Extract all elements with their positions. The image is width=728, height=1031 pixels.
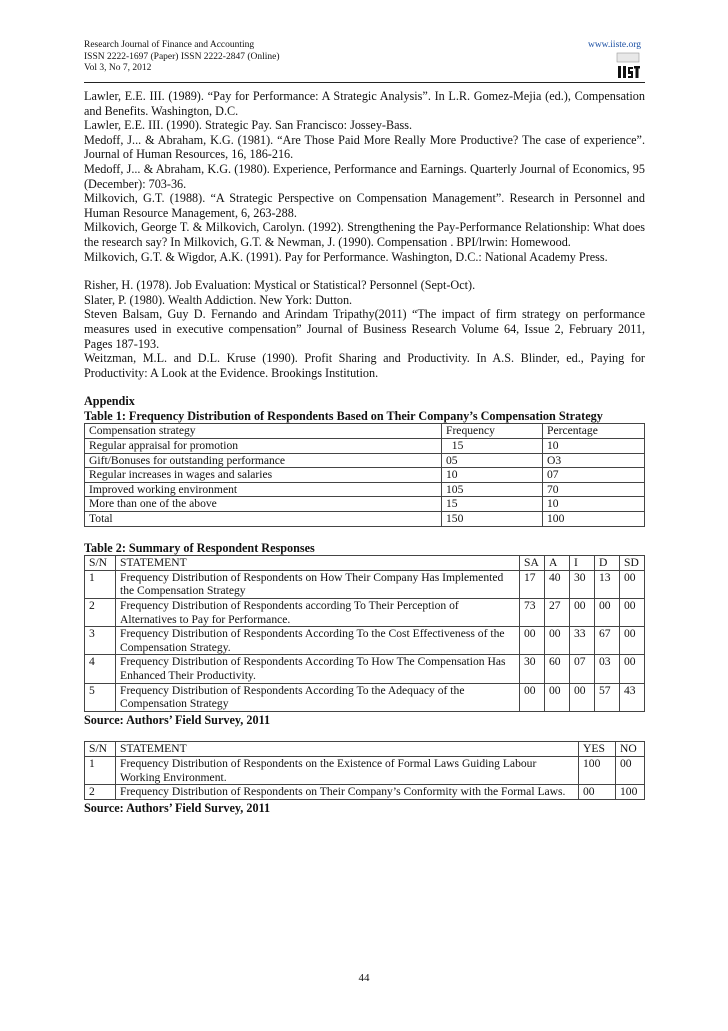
table-cell: 00 <box>616 756 645 784</box>
table-cell: Frequency Distribution of Respondents According To the Adequacy of the Compensation Strategy <box>116 683 520 711</box>
page-number: 44 <box>358 972 370 984</box>
table-cell: 73 <box>520 599 545 627</box>
appendix-heading: Appendix <box>84 394 135 409</box>
table-cell: Frequency Distribution of Respondents according To Their Perception of Alternatives to Pay for Performance. <box>116 599 520 627</box>
table-cell: Gift/Bonuses for outstanding performance <box>85 453 442 468</box>
table-cell: 2 <box>85 599 116 627</box>
table-row <box>85 570 645 598</box>
table-header-cell: S/N <box>85 556 116 571</box>
table-cell: O3 <box>543 453 645 468</box>
table-cell: 100 <box>579 756 616 784</box>
reference-item: Milkovich, George T. & Milkovich, Carolyn. (1992). Strengthening the Pay-Performance Relationship: What does the research say? In Milkovich, G.T. & Newman, J. (1990). Compensation . BPI/lrwin: Homewood. <box>84 220 645 249</box>
reference-item: Weitzman, M.L. and D.L. Kruse (1990). Profit Sharing and Productivity. In A.S. Blinder, ed., Paying for Productivity: A Look at the Evidence. Brookings Institution. <box>84 351 645 380</box>
table-cell: 00 <box>570 599 595 627</box>
table-cell: 30 <box>570 570 595 598</box>
table-header-cell: Percentage <box>543 424 645 439</box>
volume-line: Vol 3, No 7, 2012 <box>84 63 152 73</box>
page-body <box>84 89 645 815</box>
table-cell: 70 <box>543 482 645 497</box>
table-cell: 00 <box>520 627 545 655</box>
table-cell: 30 <box>520 655 545 683</box>
table-cell: 10 <box>543 439 645 454</box>
table-row <box>85 599 645 627</box>
table-header-cell: STATEMENT <box>116 742 579 757</box>
header-rule <box>84 82 645 83</box>
table-cell: 4 <box>85 655 116 683</box>
table2 <box>84 555 645 712</box>
table-cell: 15 <box>442 497 543 512</box>
table-cell: 105 <box>442 482 543 497</box>
table-cell: 43 <box>620 683 645 711</box>
table-cell: 00 <box>595 599 620 627</box>
table-row <box>85 439 645 454</box>
reference-item: Medoff, J... & Abraham, K.G. (1980). Experience, Performance and Earnings. Quarterly Journal of Economics, 95 (December): 703-36. <box>84 161 645 191</box>
table-header-cell: Compensation strategy <box>85 424 442 439</box>
table-cell: 00 <box>620 627 645 655</box>
table-cell: 57 <box>595 683 620 711</box>
table-row <box>85 756 645 784</box>
table2-title: Table 2: Summary of Respondent Responses <box>84 540 315 555</box>
table-cell: 1 <box>85 756 116 784</box>
table-cell: 150 <box>442 512 543 527</box>
table-cell: 00 <box>545 627 570 655</box>
table-cell: Frequency Distribution of Respondents on the Existence of Formal Laws Guiding Labour Working Environment. <box>116 756 579 784</box>
table-cell: 00 <box>620 599 645 627</box>
running-header <box>84 40 645 84</box>
table-row <box>85 683 645 711</box>
journal-url-link[interactable]: www.iiste.org <box>587 40 641 50</box>
reference-item: Medoff, J... & Abraham, K.G. (1981). “Are Those Paid More Really More Productive? The case of experience”. Journal of Human Resources, 16, 186-216. <box>84 132 645 162</box>
iiste-logo-icon <box>615 52 641 80</box>
table1-title: Table 1: Frequency Distribution of Respondents Based on Their Company’s Compensation Strategy <box>84 408 603 423</box>
table-row <box>85 627 645 655</box>
table-row <box>85 453 645 468</box>
reference-item: Steven Balsam, Guy D. Fernando and Arindam Tripathy(2011) “The impact of firm strategy on performance measures used in executive compensation” Journal of Business Research Volume 64, Issue 2, February 2011, Pages 187-193. <box>84 307 645 351</box>
table-cell: 00 <box>545 683 570 711</box>
table-row <box>85 655 645 683</box>
table-cell: 00 <box>579 785 616 800</box>
table-header-cell: Frequency <box>442 424 543 439</box>
table-cell: 60 <box>545 655 570 683</box>
table-row <box>85 785 645 800</box>
table-cell: 13 <box>595 570 620 598</box>
table3-source: Source: Authors’ Field Survey, 2011 <box>84 800 271 815</box>
reference-item: Milkovich, G.T. & Wigdor, A.K. (1991). Pay for Performance. Washington, D.C.: National Academy Press. <box>84 249 608 264</box>
table3 <box>84 741 645 799</box>
table-row <box>85 468 645 483</box>
table-cell: Total <box>85 512 442 527</box>
table-cell: 15 <box>442 439 543 454</box>
table-cell: 05 <box>442 453 543 468</box>
table-cell: 2 <box>85 785 116 800</box>
table-header-cell: SD <box>620 556 645 571</box>
table-cell: 67 <box>595 627 620 655</box>
table-cell: 10 <box>442 468 543 483</box>
table-cell: 3 <box>85 627 116 655</box>
table-cell: 07 <box>543 468 645 483</box>
reference-item: Risher, H. (1978). Job Evaluation: Mystical or Statistical? Personnel (Sept-Oct). <box>84 278 476 293</box>
table-header-cell: S/N <box>85 742 116 757</box>
table-row <box>85 482 645 497</box>
table-cell: 17 <box>520 570 545 598</box>
references-block-b <box>84 278 645 380</box>
table-cell: 00 <box>620 655 645 683</box>
table-cell: Frequency Distribution of Respondents According To the Cost Effectiveness of the Compensation Strategy. <box>116 627 520 655</box>
table1 <box>84 423 645 526</box>
table-cell: 07 <box>570 655 595 683</box>
table-header-cell: YES <box>579 742 616 757</box>
table-cell: 5 <box>85 683 116 711</box>
table-cell: Improved working environment <box>85 482 442 497</box>
reference-item: Lawler, E.E. III. (1990). Strategic Pay. San Francisco: Jossey-Bass. <box>84 118 413 133</box>
table-cell: 00 <box>570 683 595 711</box>
table-header-cell: NO <box>616 742 645 757</box>
table-cell: Frequency Distribution of Respondents According To How The Compensation Has Enhanced Their Productivity. <box>116 655 520 683</box>
table-cell: 33 <box>570 627 595 655</box>
table-cell: 27 <box>545 599 570 627</box>
table-cell: Regular increases in wages and salaries <box>85 468 442 483</box>
table-cell: 1 <box>85 570 116 598</box>
table-header-row <box>85 556 645 571</box>
table-header-cell: A <box>545 556 570 571</box>
table-cell: 03 <box>595 655 620 683</box>
table-cell: 00 <box>620 570 645 598</box>
table-cell: Regular appraisal for promotion <box>85 439 442 454</box>
table-header-cell: SA <box>520 556 545 571</box>
reference-item: Milkovich, G.T. (1988). “A Strategic Perspective on Compensation Management”. Research in Personnel and Human Resource Management, 6, 263-288. <box>84 191 645 220</box>
table-row <box>85 497 645 512</box>
reference-item: Slater, P. (1980). Wealth Addiction. New York: Dutton. <box>84 292 353 307</box>
table-header-cell: D <box>595 556 620 571</box>
table-cell: 100 <box>543 512 645 527</box>
table-cell: More than one of the above <box>85 497 442 512</box>
issn-line: ISSN 2222-1697 (Paper) ISSN 2222-2847 (Online) <box>84 51 280 62</box>
table-header-cell: I <box>570 556 595 571</box>
table-cell: Frequency Distribution of Respondents on How Their Company Has Implemented the Compensation Strategy <box>116 570 520 598</box>
table-header-row <box>85 424 645 439</box>
table2-source: Source: Authors’ Field Survey, 2011 <box>84 712 271 727</box>
table-row <box>85 512 645 527</box>
table-cell: 100 <box>616 785 645 800</box>
reference-item: Lawler, E.E. III. (1989). “Pay for Performance: A Strategic Analysis”. In L.R. Gomez-Mejia (ed.), Compensation and Benefits. Washington, D.C. <box>84 89 645 118</box>
table-cell: 00 <box>520 683 545 711</box>
journal-name: Research Journal of Finance and Accounting <box>84 40 255 50</box>
table-header-row <box>85 742 645 757</box>
table-cell: 10 <box>543 497 645 512</box>
references-block-a <box>84 89 645 264</box>
table-cell: Frequency Distribution of Respondents on Their Company’s Conformity with the Formal Laws. <box>116 785 579 800</box>
table-cell: 40 <box>545 570 570 598</box>
table-header-cell: STATEMENT <box>116 556 520 571</box>
